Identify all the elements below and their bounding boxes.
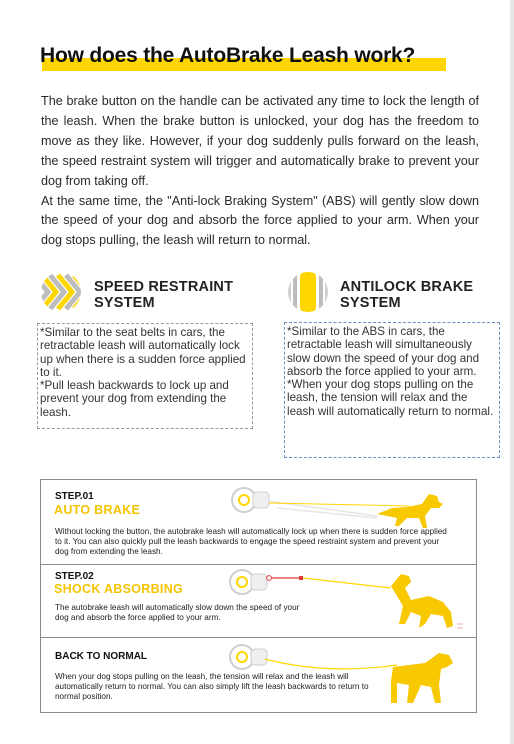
title-block: [40, 44, 415, 68]
leash-handle-icon: [232, 488, 269, 512]
speed-feature-title: [94, 279, 233, 311]
step-1-illustration: [227, 484, 467, 534]
abs-title-line-2: SYSTEM: [340, 295, 401, 311]
step-1-name: AUTO BRAKE: [54, 503, 141, 517]
step-2-desc: The autobrake leash will automatically slow down the speed of your dog and absorb the force applied to your arm.: [55, 603, 300, 622]
leash-handle-icon: [230, 570, 267, 594]
step-1-desc: Without locking the button, the autobrake leash will automatically lock up when there is sudden force applied to it. You can also quickly pull the leash backwards to engage the speed restraint system and prevent your dog from extending the leash.: [55, 527, 447, 556]
speed-feature-desc: [37, 323, 253, 429]
speed-desc-1: *Similar to the seat belts in cars, the retractable leash will automatically lock up when there is a sudden force applied to it.: [40, 326, 246, 379]
intro-paragraph-1: The brake button on the handle can be activated any time to lock the length of the leash. When the brake button is unlocked, your dog has the freedom to move as they like. However, if your dog suddenly pulls forward on the leash, the speed restraint system will trigger and automatically brake to prevent your dog from taking off.: [41, 94, 479, 188]
page-edge: [510, 0, 514, 744]
intro-text: [41, 92, 479, 251]
intro-paragraph-2: At the same time, the "Anti-lock Braking System" (ABS) will gently slow down the speed of your dog and absorb the force applied to your arm. When your dog stops pulling, the leash will return to normal.: [41, 193, 479, 248]
step-1-label: STEP.01: [55, 491, 94, 502]
speed-title-line-2: SYSTEM: [94, 295, 155, 311]
step-2-name: SHOCK ABSORBING: [54, 582, 184, 596]
abs-desc-2: *When your dog stops pulling on the leash, the tension will relax and the leash will automatically return to normal.: [287, 378, 494, 418]
step-3-label: BACK TO NORMAL: [55, 651, 148, 662]
step-divider-1: [41, 564, 476, 565]
abs-desc-1: *Similar to the ABS in cars, the retractable leash will simultaneously slow down the speed of your dog and absorb the force applied to your arm.: [287, 325, 480, 378]
abs-feature-title: [340, 279, 473, 311]
dog-silhouette-icon: [391, 653, 453, 703]
dog-silhouette-icon: [377, 494, 443, 528]
page-title: How does the AutoBrake Leash work?: [40, 44, 416, 67]
leash-handle-icon: [230, 645, 267, 669]
abs-feature-desc: [284, 322, 500, 458]
step-2-illustration: [225, 566, 465, 634]
speed-desc-2: *Pull leash backwards to lock up and prevent your dog from extending the leash.: [40, 379, 229, 419]
chevron-stripes-icon: [40, 271, 82, 313]
step-3-desc: When your dog stops pulling on the leash, the tension will relax and the leash will automatically return to normal. You can also simply lift the leash backwards to return to normal position.: [55, 672, 369, 701]
abs-title-line-1: ANTILOCK BRAKE: [340, 279, 474, 295]
brake-rings-icon: [287, 271, 329, 313]
dog-silhouette-icon: [391, 574, 453, 628]
speed-title-line-1: SPEED RESTRAINT: [94, 279, 234, 295]
step-2-label: STEP.02: [55, 571, 94, 582]
step-3-illustration: [225, 641, 465, 709]
step-divider-2: [41, 637, 476, 638]
steps-panel: [40, 479, 477, 713]
